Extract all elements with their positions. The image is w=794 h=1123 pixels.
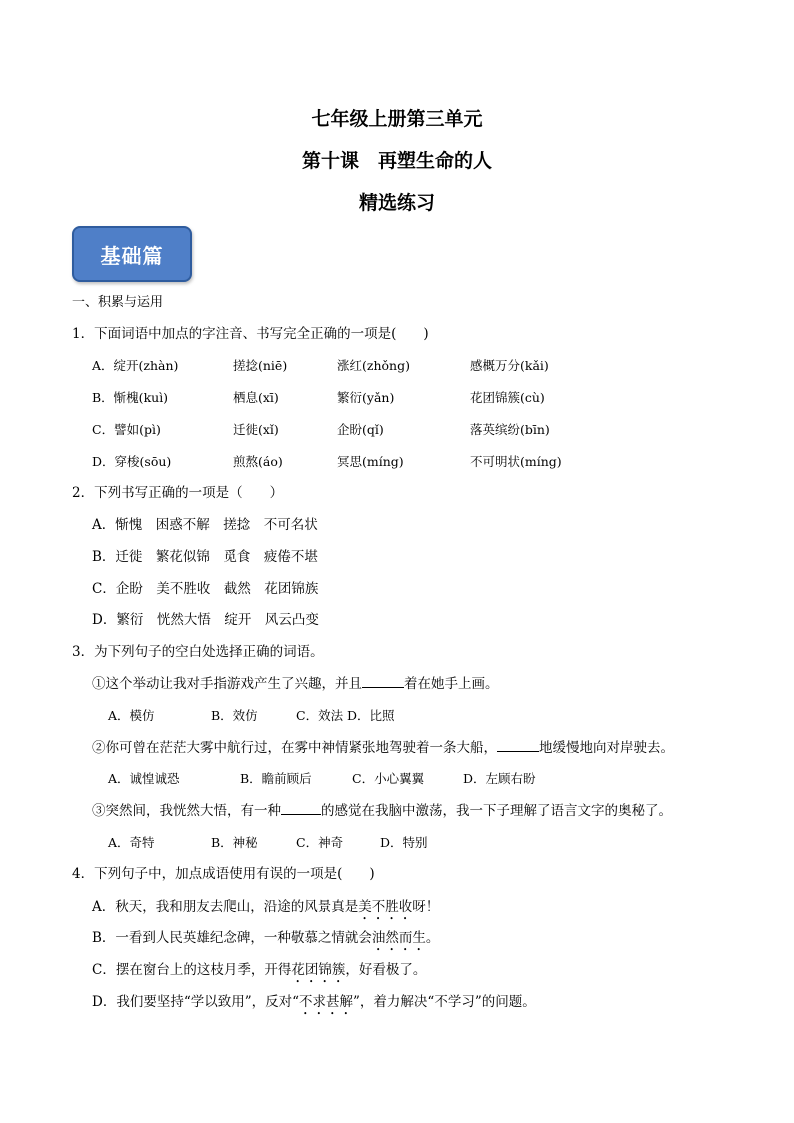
q1-option-c-3: 企盼(qǐ) [337, 422, 384, 437]
q1-option-a-3: 涨红(zhǒng) [337, 358, 410, 373]
q3-sentence-1-before: ①这个举动让我对手指游戏产生了兴趣，并且 [92, 676, 362, 692]
q4-option-c-end: ，好看极了。 [345, 962, 427, 978]
q4-option-a [92, 898, 439, 923]
question-4-stem: 4．下列句子中，加点成语使用有误的一项是( ) [72, 866, 375, 882]
q3-2-option-a: A．诚惶诚恐 [108, 771, 180, 786]
q1-option-d-2: 煎熬(áo) [233, 454, 283, 469]
q3-sentence-2-after: 地缓慢地向对岸驶去。 [539, 740, 674, 756]
q3-sentence-3 [92, 802, 672, 820]
q4-option-a-end: 呀！ [412, 899, 440, 915]
q4-option-d-idiom: 不求甚解 [299, 994, 354, 1010]
q3-2-option-b: B．瞻前顾后 [240, 771, 312, 786]
q1-option-d-1: D．穿梭(sōu) [92, 454, 172, 469]
q3-3-option-a: A．奇特 [108, 835, 155, 850]
q3-3-option-d: D．特别 [380, 835, 428, 850]
q1-option-d-4: 不可明状(míng) [470, 454, 562, 469]
q4-option-c [92, 961, 426, 986]
q3-sentence-3-after: 的感觉在我脑中激荡，我一下子理解了语言文字的奥秘了。 [321, 803, 672, 819]
question-2-stem: 2．下列书写正确的一项是（ ） [72, 485, 284, 501]
q3-2-option-c: C．小心翼翼 [352, 771, 425, 786]
q3-2-option-d: D．左顾右盼 [463, 771, 536, 786]
q3-sentence-2-before: ②你可曾在茫茫大雾中航行过，在雾中神情紧张地驾驶着一条大船， [92, 740, 497, 756]
q3-1-option-b: B．效仿 [211, 708, 258, 723]
q4-option-a-text: A．秋天，我和朋友去爬山，沿途的风景真是 [92, 899, 359, 915]
q4-option-b-idiom: 油然而生 [371, 930, 426, 946]
q3-1-option-a: A．模仿 [108, 708, 155, 723]
q3-blank-1 [362, 675, 404, 688]
q3-sentence-3-before: ③突然间，我恍然大悟，有一种 [92, 803, 281, 819]
q3-blank-2 [497, 739, 539, 752]
q4-option-b-end: 。 [425, 930, 440, 946]
q4-option-d-text: D．我们要坚持“学以致用”，反对“ [92, 994, 300, 1010]
q1-option-b-2: 栖息(xī) [233, 390, 279, 405]
q1-option-c-1: C．譬如(pì) [92, 422, 161, 437]
q2-option-a: A．惭愧 困惑不解 搓捻 不可名状 [92, 517, 318, 533]
q1-option-a-4: 感概万分(kǎi) [470, 358, 549, 373]
q4-option-d-end: ”，着力解决“不学习”的问题。 [353, 994, 536, 1010]
q2-option-c: C．企盼 美不胜收 截然 花团锦族 [92, 581, 319, 597]
q1-option-c-2: 迁徙(xǐ) [233, 422, 279, 437]
q3-1-option-cd: C．效法 D．比照 [296, 708, 395, 723]
q1-option-b-4: 花团锦簇(cù) [470, 390, 545, 405]
page-title: 七年级上册第三单元 [311, 108, 483, 130]
q4-option-a-idiom: 美不胜收 [358, 899, 413, 915]
section-badge [72, 226, 192, 282]
q1-option-b-3: 繁衍(yǎn) [337, 390, 395, 405]
q1-option-c-4: 落英缤纷(bīn) [470, 422, 550, 437]
q4-option-c-text: C．摆在窗台上的这枝月季，开得 [92, 962, 292, 978]
question-1-stem: 1．下面词语中加点的字注音、书写完全正确的一项是( ) [72, 326, 429, 342]
q1-option-a-1: A．绽开(zhàn) [92, 358, 179, 373]
q1-option-d-3: 冥思(míng) [337, 454, 404, 469]
section-badge-label: 基础篇 [100, 243, 164, 268]
q4-option-d [92, 993, 536, 1018]
q3-sentence-1-after: 着在她手上画。 [404, 676, 499, 692]
q3-sentence-2 [92, 739, 674, 757]
exercise-title: 精选练习 [358, 192, 435, 214]
q3-sentence-1 [92, 675, 499, 693]
q3-3-option-b: B．神秘 [211, 835, 258, 850]
q4-option-b-text: B．一看到人民英雄纪念碑，一种敬慕之情就会 [92, 930, 372, 946]
q3-blank-3 [281, 802, 321, 815]
q4-option-c-idiom: 花团锦簇 [291, 962, 346, 978]
q3-3-option-c: C．神奇 [296, 835, 344, 850]
q2-option-d: D．繁衍 恍然大悟 绽开 风云凸变 [92, 612, 319, 628]
q4-option-b [92, 929, 439, 954]
q1-option-b-1: B．惭槐(kuì) [92, 390, 169, 405]
question-3-stem: 3．为下列句子的空白处选择正确的词语。 [72, 644, 324, 660]
q2-option-b: B．迁徙 繁花似锦 觅食 疲倦不堪 [92, 549, 318, 565]
section-heading: 一、积累与运用 [72, 295, 164, 310]
lesson-title: 第十课 再塑生命的人 [301, 150, 492, 172]
q1-option-a-2: 搓捻(niē) [233, 358, 288, 373]
